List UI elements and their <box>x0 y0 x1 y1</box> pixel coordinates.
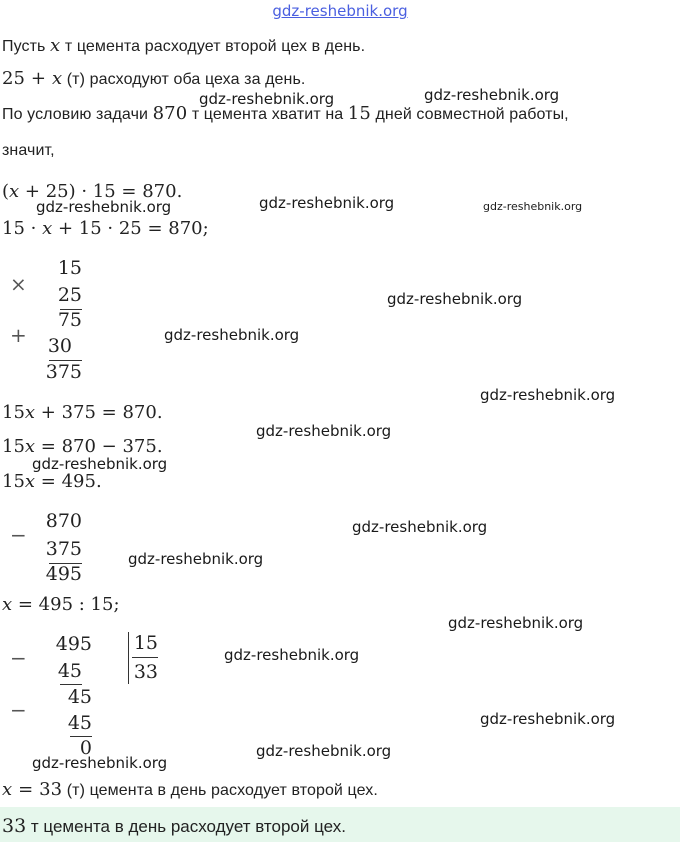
header-site-link[interactable]: gdz-reshebnik.org <box>272 2 408 20</box>
num-15: 15 <box>347 103 371 124</box>
sub-result: 495 <box>45 563 82 585</box>
div-divisor: 15 <box>133 632 158 654</box>
mult-partial-2: 30 <box>47 335 72 357</box>
plus-sign: + <box>10 323 27 347</box>
line-result <box>2 779 378 800</box>
div-final-remainder: 0 <box>79 737 92 759</box>
times-sign: × <box>10 272 27 296</box>
watermark: gdz-reshebnik.org <box>224 646 360 664</box>
sub-a: 870 <box>45 510 82 532</box>
watermark: gdz-reshebnik.org <box>352 518 488 536</box>
text: т цемента расходует второй цех в день. <box>60 38 366 55</box>
expr: 25 + x <box>2 68 63 89</box>
watermark: gdz-reshebnik.org <box>259 194 395 212</box>
sub-b: 375 <box>45 538 82 560</box>
watermark: gdz-reshebnik.org <box>483 200 583 213</box>
equation-6: x = 495 : 15; <box>2 594 120 615</box>
watermark: gdz-reshebnik.org <box>256 422 392 440</box>
mult-a: 15 <box>57 257 82 279</box>
line-therefore: значит, <box>2 142 55 159</box>
watermark: gdz-reshebnik.org <box>164 326 300 344</box>
div-remainder-1: 45 <box>67 686 92 708</box>
answer-line <box>2 815 346 837</box>
watermark: gdz-reshebnik.org <box>256 742 392 760</box>
text: Пусть <box>2 38 51 55</box>
rule <box>60 684 82 685</box>
mult-b: 25 <box>57 284 82 306</box>
watermark: gdz-reshebnik.org <box>199 90 335 108</box>
watermark: gdz-reshebnik.org <box>36 198 172 216</box>
div-step-2: 45 <box>67 712 92 734</box>
line-let-x <box>2 35 365 56</box>
equation-4: 15x = 870 − 375. <box>2 436 163 457</box>
minus-sign: − <box>10 523 27 547</box>
text: По условию задачи <box>2 106 153 123</box>
minus-sign: − <box>10 646 27 670</box>
expr: x = 33 <box>2 779 63 800</box>
text: (т) расходуют оба цеха за день. <box>62 71 306 88</box>
text: т цемента хватит на <box>187 106 348 123</box>
equation-5: 15x = 495. <box>2 471 102 492</box>
text: (т) цемента в день расходует второй цех. <box>62 782 378 799</box>
equation-3: 15x + 375 = 870. <box>2 402 163 423</box>
watermark: gdz-reshebnik.org <box>32 754 168 772</box>
watermark: gdz-reshebnik.org <box>32 455 168 473</box>
equation-2: 15 · x + 15 · 25 = 870; <box>2 218 209 239</box>
answer-number: 33 <box>2 815 27 837</box>
watermark: gdz-reshebnik.org <box>387 290 523 308</box>
watermark: gdz-reshebnik.org <box>128 550 264 568</box>
var-x: x <box>50 35 61 56</box>
answer-text: т цемента в день расходует второй цех. <box>26 817 346 836</box>
line-both-shops <box>2 68 305 89</box>
equation-1: (x + 25) · 15 = 870. <box>2 181 183 202</box>
watermark: gdz-reshebnik.org <box>448 614 584 632</box>
num-870: 870 <box>152 103 188 124</box>
text: дней совместной работы, <box>370 106 569 123</box>
div-step-1: 45 <box>57 660 82 682</box>
div-dividend: 495 <box>55 633 92 655</box>
minus-sign: − <box>10 698 27 722</box>
rule <box>132 657 158 658</box>
div-quotient: 33 <box>133 661 158 683</box>
watermark: gdz-reshebnik.org <box>480 710 616 728</box>
mult-result: 375 <box>45 361 82 383</box>
watermark: gdz-reshebnik.org <box>424 86 560 104</box>
mult-partial-1: 75 <box>57 309 82 331</box>
watermark: gdz-reshebnik.org <box>480 386 616 404</box>
